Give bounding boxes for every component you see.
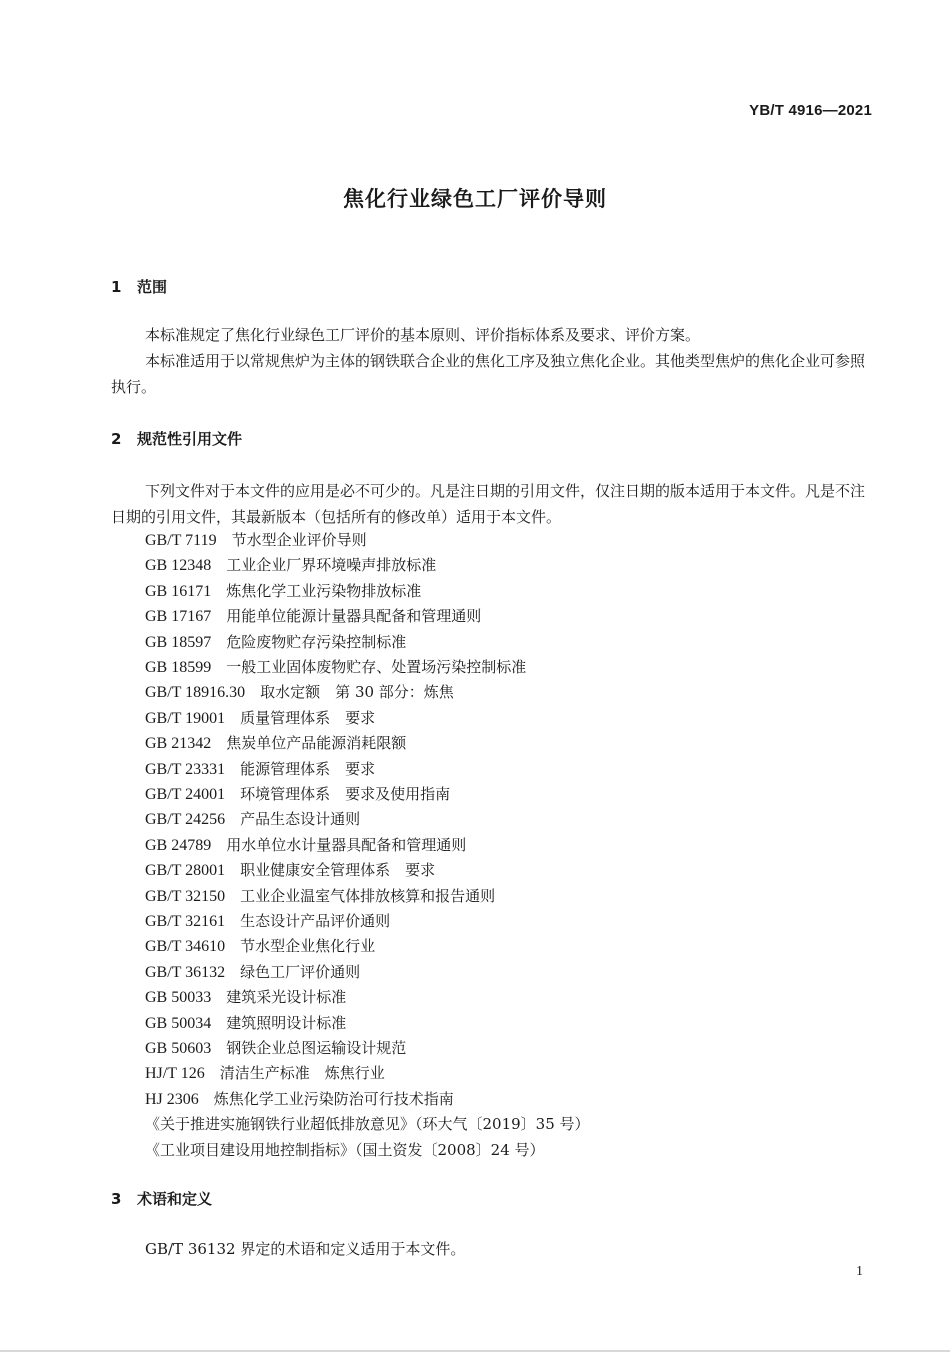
reference-code: GB/T 18916.30 (145, 684, 246, 702)
reference-title: 工业企业温室气体排放核算和报告通则 (240, 886, 496, 905)
reference-code: GB 21342 (145, 735, 212, 753)
page-bottom-edge (0, 1350, 950, 1352)
reference-item (145, 632, 406, 653)
reference-item (145, 987, 346, 1008)
reference-title: 产品生态设计通则 (240, 810, 361, 829)
reference-item (145, 886, 495, 907)
reference-title: 用水单位水计量器具配备和管理通则 (226, 835, 467, 854)
reference-item (145, 809, 360, 830)
paragraph: GB/T 36132 界定的术语和定义适用于本文件。 (145, 1240, 466, 1258)
reference-item (145, 555, 436, 576)
reference-title: 《工业项目建设用地控制指标》（国土资发〔2008〕24 号） (145, 1140, 545, 1159)
reference-title: 节水型企业焦化行业 (240, 937, 376, 956)
reference-title: 炼焦化学工业污染物排放标准 (226, 581, 422, 600)
reference-code: GB/T 24001 (145, 786, 226, 803)
reference-item (145, 682, 454, 703)
reference-code: GB 24789 (145, 836, 212, 854)
page-number: 1 (856, 1264, 863, 1279)
reference-title: 质量管理体系 要求 (240, 708, 376, 727)
reference-title: 绿色工厂评价通则 (240, 962, 361, 981)
reference-title: 环境管理体系 要求及使用指南 (240, 785, 451, 803)
reference-code: GB/T 19001 (145, 709, 226, 727)
standard-number: YB/T 4916—2021 (749, 102, 872, 119)
reference-title: 工业企业厂界环境噪声排放标准 (226, 556, 437, 575)
document-title: 焦化行业绿色工厂评价导则 (343, 187, 607, 211)
reference-title: 取水定额 第 30 部分：炼焦 (260, 683, 454, 702)
reference-code: GB/T 7119 (145, 532, 217, 549)
reference-code: HJ 2306 (145, 1090, 199, 1108)
reference-item (145, 733, 406, 754)
reference-item (145, 936, 375, 957)
reference-item (145, 606, 481, 627)
reference-item (145, 530, 367, 551)
reference-code: GB 50033 (145, 989, 212, 1007)
section-number: 1 (111, 278, 122, 296)
reference-code: GB 18597 (145, 633, 212, 651)
reference-title: 用能单位能源计量器具配备和管理通则 (226, 607, 482, 626)
reference-code: GB/T 34610 (145, 938, 226, 956)
paragraph: 下列文件对于本文件的应用是必不可少的。凡是注日期的引用文件，仅注日期的版本适用于本文件。凡是不注日期的引用文件，其最新版本（包括所有的修改单）适用于本文件。 (111, 482, 866, 526)
reference-item (145, 1114, 590, 1134)
section-number: 3 (111, 1190, 122, 1208)
reference-item (145, 1089, 454, 1110)
reference-title: 炼焦化学工业污染防治可行技术指南 (213, 1089, 454, 1108)
reference-item (145, 784, 450, 805)
reference-title: 《关于推进实施钢铁行业超低排放意见》（环大气〔2019〕35 号） (145, 1115, 590, 1134)
reference-item (145, 1063, 385, 1084)
reference-title: 钢铁企业总图运输设计规范 (226, 1039, 407, 1057)
reference-item (145, 759, 375, 780)
reference-title: 清洁生产标准 炼焦行业 (219, 1064, 385, 1083)
section-2-heading (111, 428, 242, 449)
reference-code: GB 12348 (145, 557, 212, 575)
reference-code: GB/T 28001 (145, 862, 226, 880)
reference-item (145, 962, 360, 983)
section-title: 规范性引用文件 (137, 430, 243, 448)
reference-code: HJ/T 126 (145, 1065, 205, 1083)
reference-title: 建筑照明设计标准 (226, 1013, 347, 1032)
reference-code: GB/T 32150 (145, 887, 226, 905)
reference-item (145, 911, 390, 932)
reference-title: 一般工业固体废物贮存、处置场污染控制标准 (226, 658, 527, 676)
reference-item (145, 1013, 346, 1034)
reference-code: GB 17167 (145, 608, 212, 626)
reference-code: GB/T 36132 (145, 963, 226, 981)
reference-item (145, 835, 466, 856)
paragraph: 本标准适用于以常规焦炉为主体的钢铁联合企业的焦化工序及独立焦化企业。其他类型焦炉的焦化企业可参照执行。 (111, 352, 866, 396)
reference-item (145, 708, 375, 729)
reference-code: GB/T 24256 (145, 811, 226, 829)
reference-code: GB 18599 (145, 659, 212, 676)
section-1-heading (111, 276, 167, 297)
reference-code: GB 16171 (145, 582, 212, 600)
reference-code: GB/T 32161 (145, 913, 226, 930)
paragraph: 本标准规定了焦化行业绿色工厂评价的基本原则、评价指标体系及要求、评价方案。 (145, 326, 701, 344)
reference-title: 焦炭单位产品能源消耗限额 (226, 734, 407, 753)
section-number: 2 (111, 430, 122, 448)
reference-code: GB 50603 (145, 1040, 212, 1057)
reference-title: 生态设计产品评价通则 (240, 912, 391, 930)
section-3-heading (111, 1188, 212, 1209)
reference-code: GB/T 23331 (145, 760, 226, 778)
reference-title: 能源管理体系 要求 (240, 759, 376, 778)
reference-title: 节水型企业评价导则 (231, 531, 367, 549)
reference-item (145, 1038, 406, 1059)
reference-item (145, 860, 435, 881)
section-title: 范围 (137, 278, 168, 296)
reference-title: 建筑采光设计标准 (226, 988, 347, 1007)
reference-item (145, 1140, 545, 1160)
reference-item (145, 657, 526, 678)
reference-code: GB 50034 (145, 1014, 212, 1032)
section-title: 术语和定义 (137, 1190, 213, 1208)
reference-title: 职业健康安全管理体系 要求 (240, 861, 436, 880)
reference-title: 危险废物贮存污染控制标准 (226, 632, 407, 651)
reference-item (145, 581, 421, 602)
